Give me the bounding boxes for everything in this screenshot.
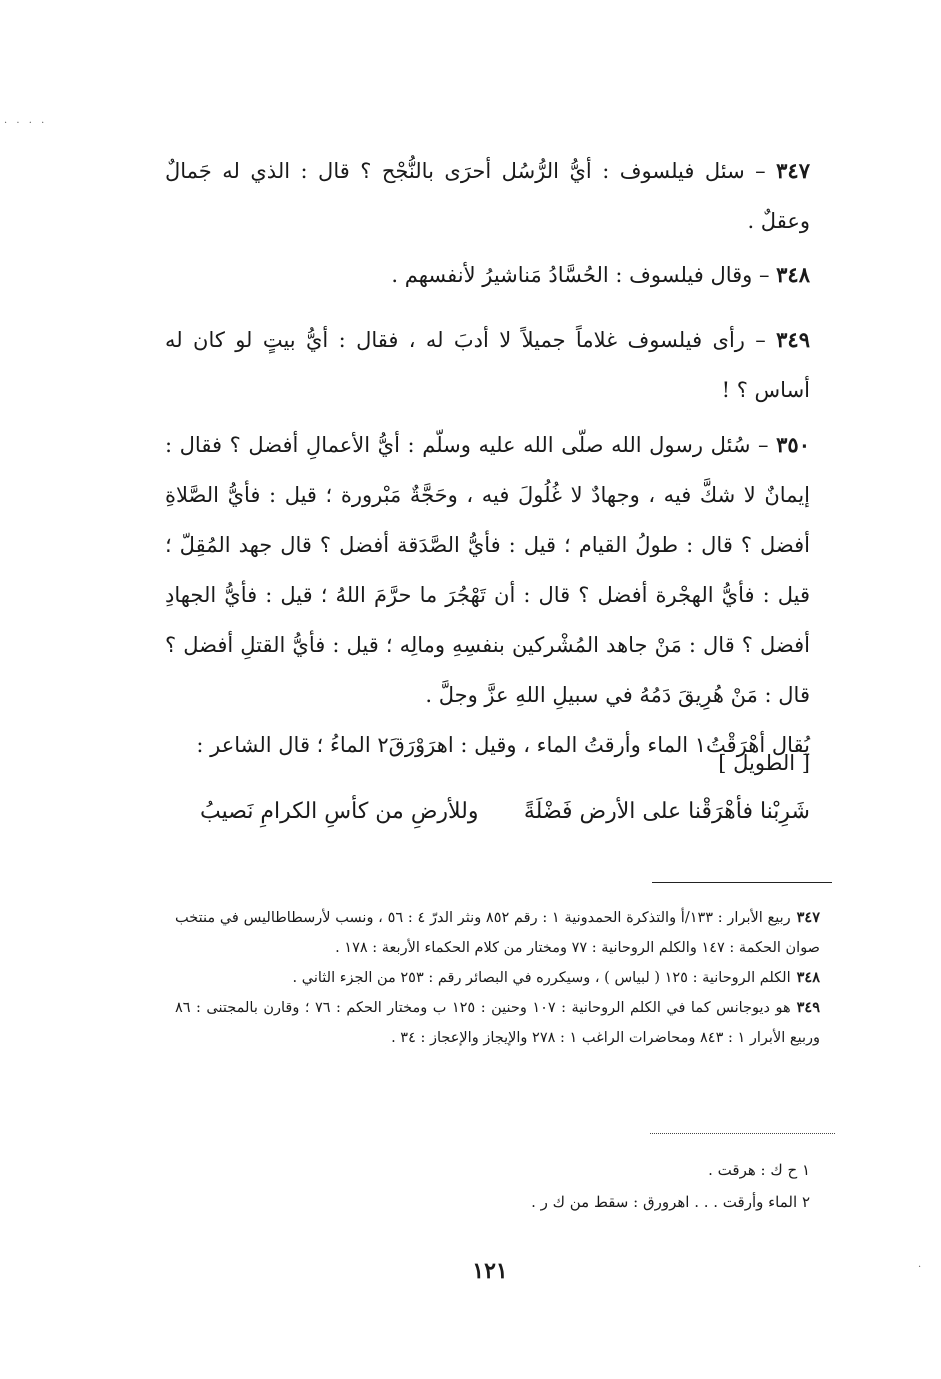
entry-349 xyxy=(165,315,810,415)
entry-paragraph xyxy=(165,315,810,415)
entry-number: ٣٤٩ xyxy=(776,327,810,352)
note-text: هو ديوجانس كما في الكلم الروحانية : ١٠٧ وحنين : ١٢٥ ب ومختار الحكم : ٧٦ ؛ وقارن بالمجتنى : ٨٦ وربيع الأبرار ١ : ٨٤٣ ومحاضرات الراغب ١ : ٢٧٨ والإيجاز والإعجاز : ٣٤ . xyxy=(175,1000,820,1046)
entry-text: – وقال فيلسوف : الحُسَّادُ مَناشيرُ لأنفسهم . xyxy=(391,263,777,287)
source-note xyxy=(175,903,820,963)
note-text: ربيع الأبرار : ١٣٣/أ والتذكرة الحمدونية ١ : رقم ٨٥٢ ونثر الدرّ ٤ : ٥٦ ، ونسب لأرسطاطاليس في منتخب صوان الحكمة : ١٤٧ والكلم الروحانية : ٧٧ ومختار من كلام الحكماء الأربعة : ١٧٨ . xyxy=(175,910,820,956)
scan-artifact-dots: · · · · xyxy=(4,118,48,129)
note-number: ٣٤٩ xyxy=(796,999,820,1016)
entry-text: – سُئل رسول الله صلّى الله عليه وسلّم : أيُّ الأعمالِ أفضل ؟ فقال : إيمانٌ لا شكَّ فيه ، وجهادٌ لا غُلُولَ فيه ، وحَجَّةٌ مَبْرورة ؛ قيل : فأيُّ الصَّلاةِ أفضل ؟ قال : طولُ القيام ؛ قيل : فأيُّ الصَّدَقة أفضل ؟ قال جهد المُقِلّ ؛ قيل : فأيُّ الهجْرة أفضل ؟ قال : أن تَهْجُرَ ما حرَّمَ اللهُ ؛ قيل : فأيُّ الجهادِ أفضل ؟ قال : مَنْ جاهد المُشْركين بنفسِهِ ومالِه ؛ قيل : فأيُّ القتلِ أفضل ؟ قال : مَنْ هُرِيقَ دَمُهُ في سبيلِ اللهِ عزَّ وجلَّ . xyxy=(165,433,810,707)
note-number: ٣٤٧ xyxy=(796,909,821,926)
entry-348 xyxy=(165,250,810,300)
notes-divider xyxy=(652,882,832,883)
verse-second-hemistich: وللأرضِ من كأسِ الكرامِ نَصيبُ xyxy=(200,799,479,824)
footnote: ١ ح ك : هرقت . xyxy=(708,1161,810,1179)
explanation-paragraph: يُقال أهْرَقْتُ١ الماء وأرقتُ الماء ، وقيل : اهرَوْرَقَ٢ الماءُ ؛ قال الشاعر : xyxy=(196,733,810,757)
entry-number: ٣٤٧ xyxy=(776,158,810,183)
entry-paragraph xyxy=(165,250,810,300)
source-notes xyxy=(175,903,820,1053)
entry-text: – سئل فيلسوف : أيُّ الرُّسُل أحرَى بالنُّجْح ؟ قال : الذي له جَمالٌ وعقلٌ . xyxy=(165,159,810,233)
poetic-meter-label: [ الطويل ] xyxy=(718,751,810,775)
source-note xyxy=(175,993,820,1053)
source-note xyxy=(175,963,820,993)
entry-number: ٣٥٠ xyxy=(776,432,810,457)
verse-line xyxy=(200,790,810,834)
entry-paragraph xyxy=(165,146,810,246)
page-number: ١٢١ xyxy=(472,1258,508,1284)
note-number: ٣٤٨ xyxy=(796,969,820,986)
note-text: الكلم الروحانية : ١٢٥ ( لبياس ) ، وسيكرره في البصائر رقم : ٢٥٣ من الجزء الثاني . xyxy=(292,970,791,986)
footnotes-divider xyxy=(650,1133,835,1134)
footnote: ٢ الماء وأرقت . . . اهرورق : سقط من ك ر . xyxy=(531,1193,810,1211)
footnotes xyxy=(400,1154,810,1218)
entry-text: – رأى فيلسوف غلاماً جميلاً لا أدبَ له ، فقال : أيُّ بيتٍ لو كان له أساس ؟ ! xyxy=(165,328,810,402)
entry-350 xyxy=(165,420,810,770)
entry-paragraph xyxy=(165,420,810,720)
entry-347 xyxy=(165,146,810,246)
scan-artifact-dot: · xyxy=(918,1262,922,1273)
entry-number: ٣٤٨ xyxy=(776,262,810,287)
verse-first-hemistich: شَرِبْنا فأهْرَقْنا على الأرض فَضْلَةً xyxy=(523,799,810,824)
